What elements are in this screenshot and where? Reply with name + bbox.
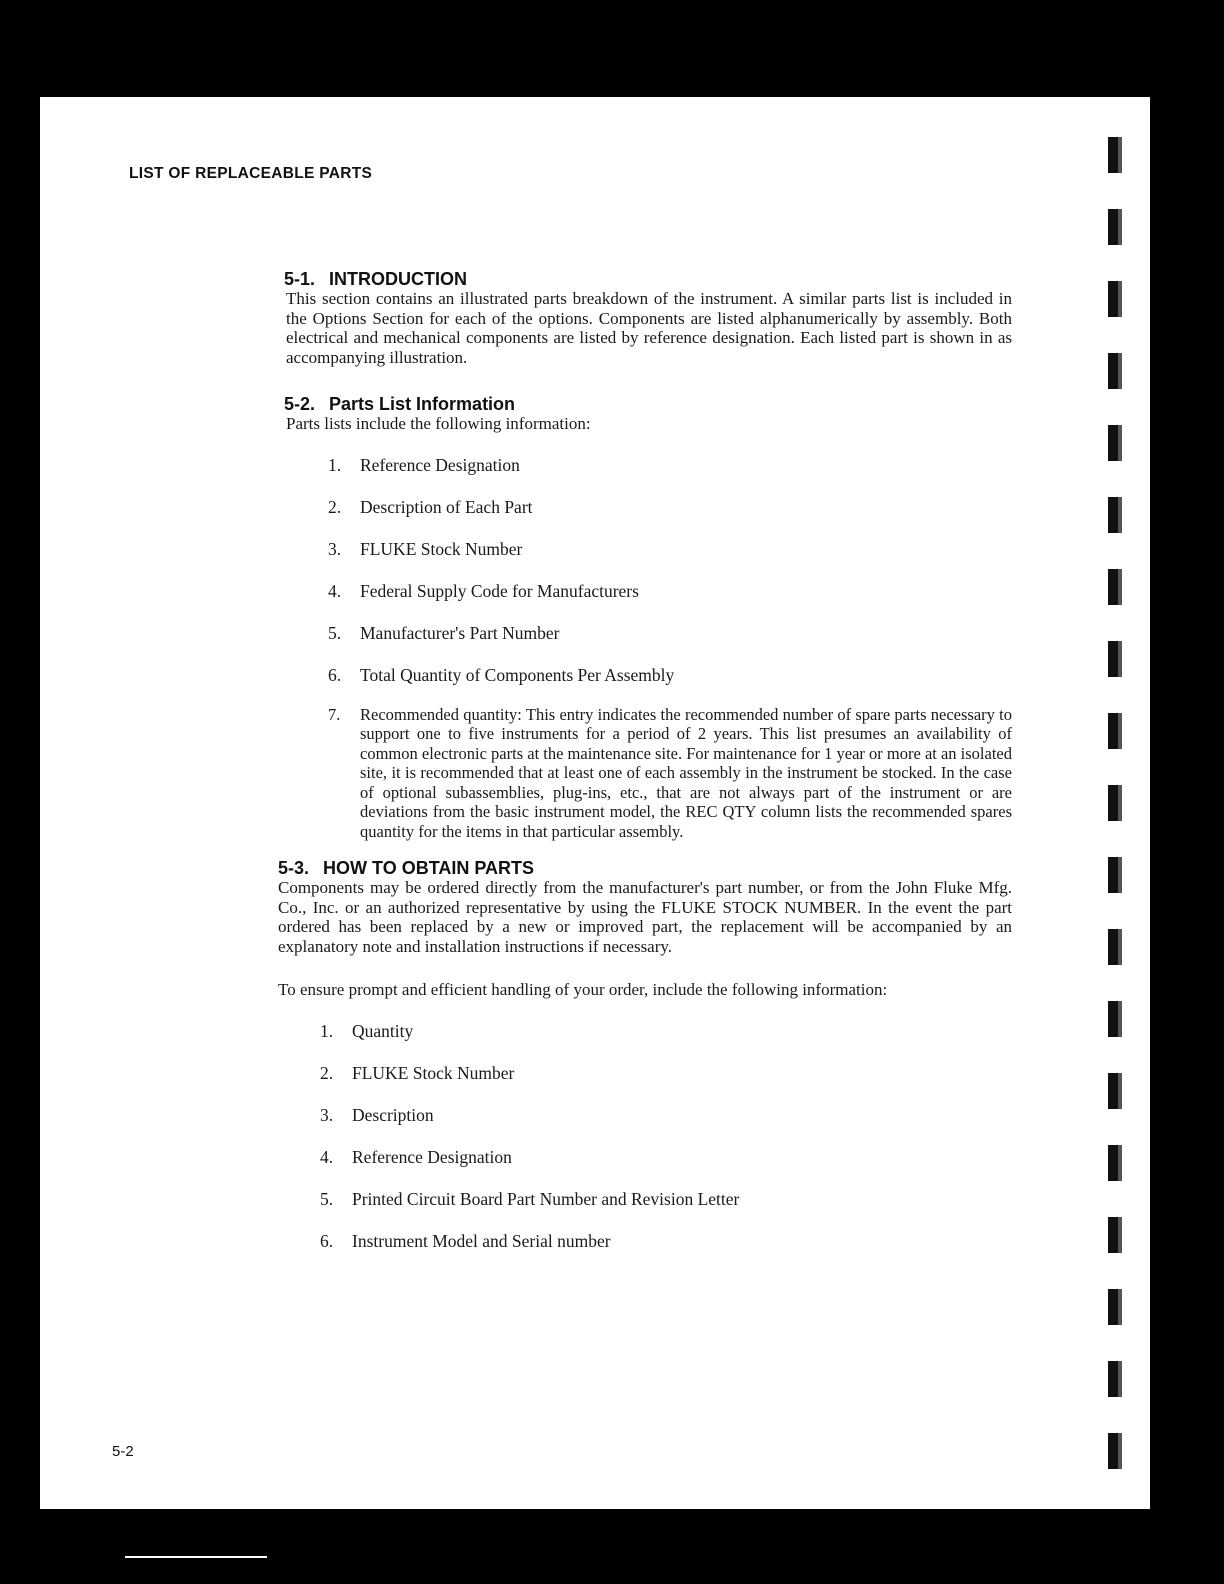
section-number: 5-1. xyxy=(284,269,316,289)
list-item xyxy=(328,539,1012,559)
edge-tab-mark xyxy=(1108,1145,1122,1181)
item-number: 3. xyxy=(320,1104,334,1125)
introduction-paragraph: This section contains an illustrated parts breakdown of the instrument. A similar parts list is included in the Options Section for each of the options. Components are listed alphanumerically by assembly. Both electrical and mechanical components are listed by reference designation. Each listed part is shown in as accompanying illustration. xyxy=(286,289,1012,367)
page-content xyxy=(278,269,1012,1251)
edge-tab-mark xyxy=(1108,209,1122,245)
section-number: 5-3. xyxy=(278,858,310,878)
scan-edge-rule xyxy=(125,1556,267,1558)
list-item xyxy=(320,1231,1012,1251)
edge-tab-mark xyxy=(1108,1001,1122,1037)
item-text: Description xyxy=(352,1104,434,1125)
obtain-parts-lead: To ensure prompt and efficient handling of your order, include the following information: xyxy=(278,980,888,999)
obtain-parts-paragraph: Components may be ordered directly from the manufacturer's part number, or from the John Fluke Mfg. Co., Inc. or an authorized representative by using the FLUKE STOCK NUMBER. In the event the part ordered has been replaced by a new or improved part, the replacement will be accompanied by an explanatory note and installation instructions if necessary. xyxy=(278,878,1012,956)
parts-list-lead: Parts lists include the following information: xyxy=(286,414,591,433)
edge-tab-mark xyxy=(1108,1433,1122,1469)
edge-tab-mark xyxy=(1108,641,1122,677)
edge-tab-mark xyxy=(1108,1361,1122,1397)
edge-tab-mark xyxy=(1108,1289,1122,1325)
edge-tab-mark xyxy=(1108,569,1122,605)
item-number: 1. xyxy=(320,1020,334,1041)
edge-tab-mark xyxy=(1108,1217,1122,1253)
list-item xyxy=(328,665,1012,685)
edge-tab-mark xyxy=(1108,425,1122,461)
section-number: 5-2. xyxy=(284,394,316,414)
edge-tab-mark xyxy=(1108,497,1122,533)
edge-tab-mark xyxy=(1108,713,1122,749)
parts-list-information-list xyxy=(328,455,1012,842)
item-number: 4. xyxy=(328,580,342,601)
item-number: 2. xyxy=(320,1062,334,1083)
item-number: 6. xyxy=(328,664,342,685)
section-heading-how-to-obtain-parts xyxy=(278,858,1012,878)
section-heading-introduction xyxy=(284,269,1012,289)
list-item xyxy=(328,455,1012,475)
edge-tab-mark xyxy=(1108,281,1122,317)
item-text: Reference Designation xyxy=(360,454,520,475)
page-number: 5-2 xyxy=(112,1443,134,1460)
item-text: Quantity xyxy=(352,1020,414,1041)
item-number: 2. xyxy=(328,496,342,517)
list-item xyxy=(328,581,1012,601)
item-number: 1. xyxy=(328,454,342,475)
item-text: Total Quantity of Components Per Assembly xyxy=(360,664,675,685)
item-text: Reference Designation xyxy=(352,1146,512,1167)
edge-index-tabs xyxy=(1108,137,1128,1477)
edge-tab-mark xyxy=(1108,1073,1122,1109)
list-item xyxy=(328,623,1012,643)
item-text: Instrument Model and Serial number xyxy=(352,1230,611,1251)
section-title: HOW TO OBTAIN PARTS xyxy=(323,858,535,878)
item-text: Manufacturer's Part Number xyxy=(360,622,560,643)
list-item xyxy=(328,705,1012,842)
edge-tab-mark xyxy=(1108,785,1122,821)
item-number: 3. xyxy=(328,538,342,559)
item-number: 6. xyxy=(320,1230,334,1251)
list-item xyxy=(320,1105,1012,1125)
list-item xyxy=(320,1063,1012,1083)
item-text: Printed Circuit Board Part Number and Revision Letter xyxy=(352,1188,740,1209)
section-heading-parts-list-information xyxy=(284,394,1012,414)
document-page xyxy=(40,97,1150,1509)
list-item xyxy=(320,1021,1012,1041)
list-item xyxy=(320,1189,1012,1209)
item-text: Description of Each Part xyxy=(360,496,533,517)
edge-tab-mark xyxy=(1108,137,1122,173)
edge-tab-mark xyxy=(1108,929,1122,965)
item-number: 5. xyxy=(320,1188,334,1209)
item-number: 4. xyxy=(320,1146,334,1167)
running-head: LIST OF REPLACEABLE PARTS xyxy=(129,165,373,182)
order-information-list xyxy=(320,1021,1012,1251)
item-text: FLUKE Stock Number xyxy=(352,1062,515,1083)
item-number: 7. xyxy=(328,704,341,724)
section-title: INTRODUCTION xyxy=(329,269,468,289)
section-title: Parts List Information xyxy=(329,394,516,414)
edge-tab-mark xyxy=(1108,857,1122,893)
list-item xyxy=(328,497,1012,517)
item-text: FLUKE Stock Number xyxy=(360,538,523,559)
list-item xyxy=(320,1147,1012,1167)
item-text: Recommended quantity: This entry indicates the recommended number of spare parts necessary to support one to five instruments for a period of 2 years. This list presumes an availability of common electronic parts at the maintenance site. For maintenance for 1 year or more at an isolated site, it is recommended that at least one of each assembly in the instrument be stocked. In the case of optional subassemblies, plug-ins, etc., that are not always part of the instrument or are deviations from the basic instrument model, the REC QTY column lists the recommended spares quantity for the items in that particular assembly. xyxy=(360,704,1012,841)
item-number: 5. xyxy=(328,622,342,643)
item-text: Federal Supply Code for Manufacturers xyxy=(360,580,639,601)
edge-tab-mark xyxy=(1108,353,1122,389)
